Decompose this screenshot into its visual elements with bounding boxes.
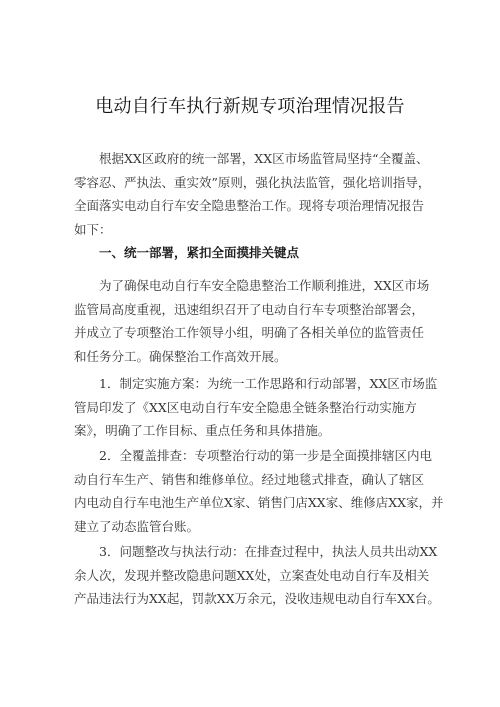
text-line bbox=[74, 372, 438, 396]
text-line bbox=[74, 241, 434, 265]
intro-line-4: 如下： bbox=[74, 221, 112, 237]
item-3-paragraph bbox=[74, 540, 440, 611]
item-1-paragraph bbox=[74, 372, 438, 443]
section-1-line-1: 为了确保电动自行车安全隐患整治工作顺利推进，XX区市场 bbox=[99, 278, 430, 293]
text-line bbox=[74, 274, 434, 298]
intro-line-1: 根据XX区政府的统一部署，XX区市场监管局坚持“全覆盖、 bbox=[99, 151, 429, 166]
section-heading bbox=[74, 241, 434, 265]
section-1-paragraph bbox=[74, 274, 434, 368]
intro-line-2: 零容忍、严执法、重实效”原则，强化执法监管，强化培训指导， bbox=[74, 174, 431, 190]
item-3-line-3: 产品违法行为XX起，罚款XX万余元，没收违规电动自行车XX台。 bbox=[74, 591, 440, 607]
item-1-line-3: 案》，明确了工作目标、重点任务和具体措施。 bbox=[74, 423, 331, 439]
section-1-line-4: 和任务分工。确保整治工作高效开展。 bbox=[74, 348, 287, 364]
item-2-line-1: 2．全覆盖排查：专项整治行动的第一步是全面摸排辖区内电 bbox=[99, 448, 432, 463]
intro-paragraph bbox=[74, 147, 434, 241]
section-1-line-2: 监管局高度重视，迅速组织召开了电动自行车专项整治部署会， bbox=[74, 301, 425, 317]
text-line bbox=[74, 444, 434, 468]
document-title: 电动自行车执行新规专项治理情况报告 bbox=[95, 96, 405, 117]
item-2-line-3: 内电动自行车电池生产单位X家、销售门店XX家、维修店XX家，并 bbox=[74, 495, 444, 511]
item-1-line-1: 1．制定实施方案：为统一工作思路和行动部署，XX区市场监 bbox=[99, 376, 438, 391]
item-3-line-1: 3．问题整改与执法行动：在排查过程中，执法人员共出动XX bbox=[99, 544, 438, 559]
item-2-paragraph bbox=[74, 444, 444, 538]
item-3-line-2: 余人次，发现并整改隐患问题XX处，立案查处电动自行车及相关 bbox=[74, 567, 430, 583]
text-line bbox=[74, 540, 438, 564]
item-1-line-2: 管局印发了《XX区电动自行车安全隐患全链条整治行动实施方 bbox=[74, 399, 417, 415]
item-2-line-4: 建立了动态监管台账。 bbox=[74, 518, 200, 534]
section-1-line-3: 并成立了专项整治工作领导小组，明确了各相关单位的监管责任 bbox=[74, 325, 425, 341]
intro-line-3: 全面落实电动自行车安全隐患整治工作。现将专项治理情况报告 bbox=[74, 198, 425, 214]
item-2-line-2: 动自行车生产、销售和维修单位。经过地毯式排查，确认了辖区 bbox=[74, 471, 425, 487]
text-line bbox=[74, 147, 434, 171]
section-1-heading: 一、统一部署，紧扣全面摸排关键点 bbox=[99, 245, 300, 260]
